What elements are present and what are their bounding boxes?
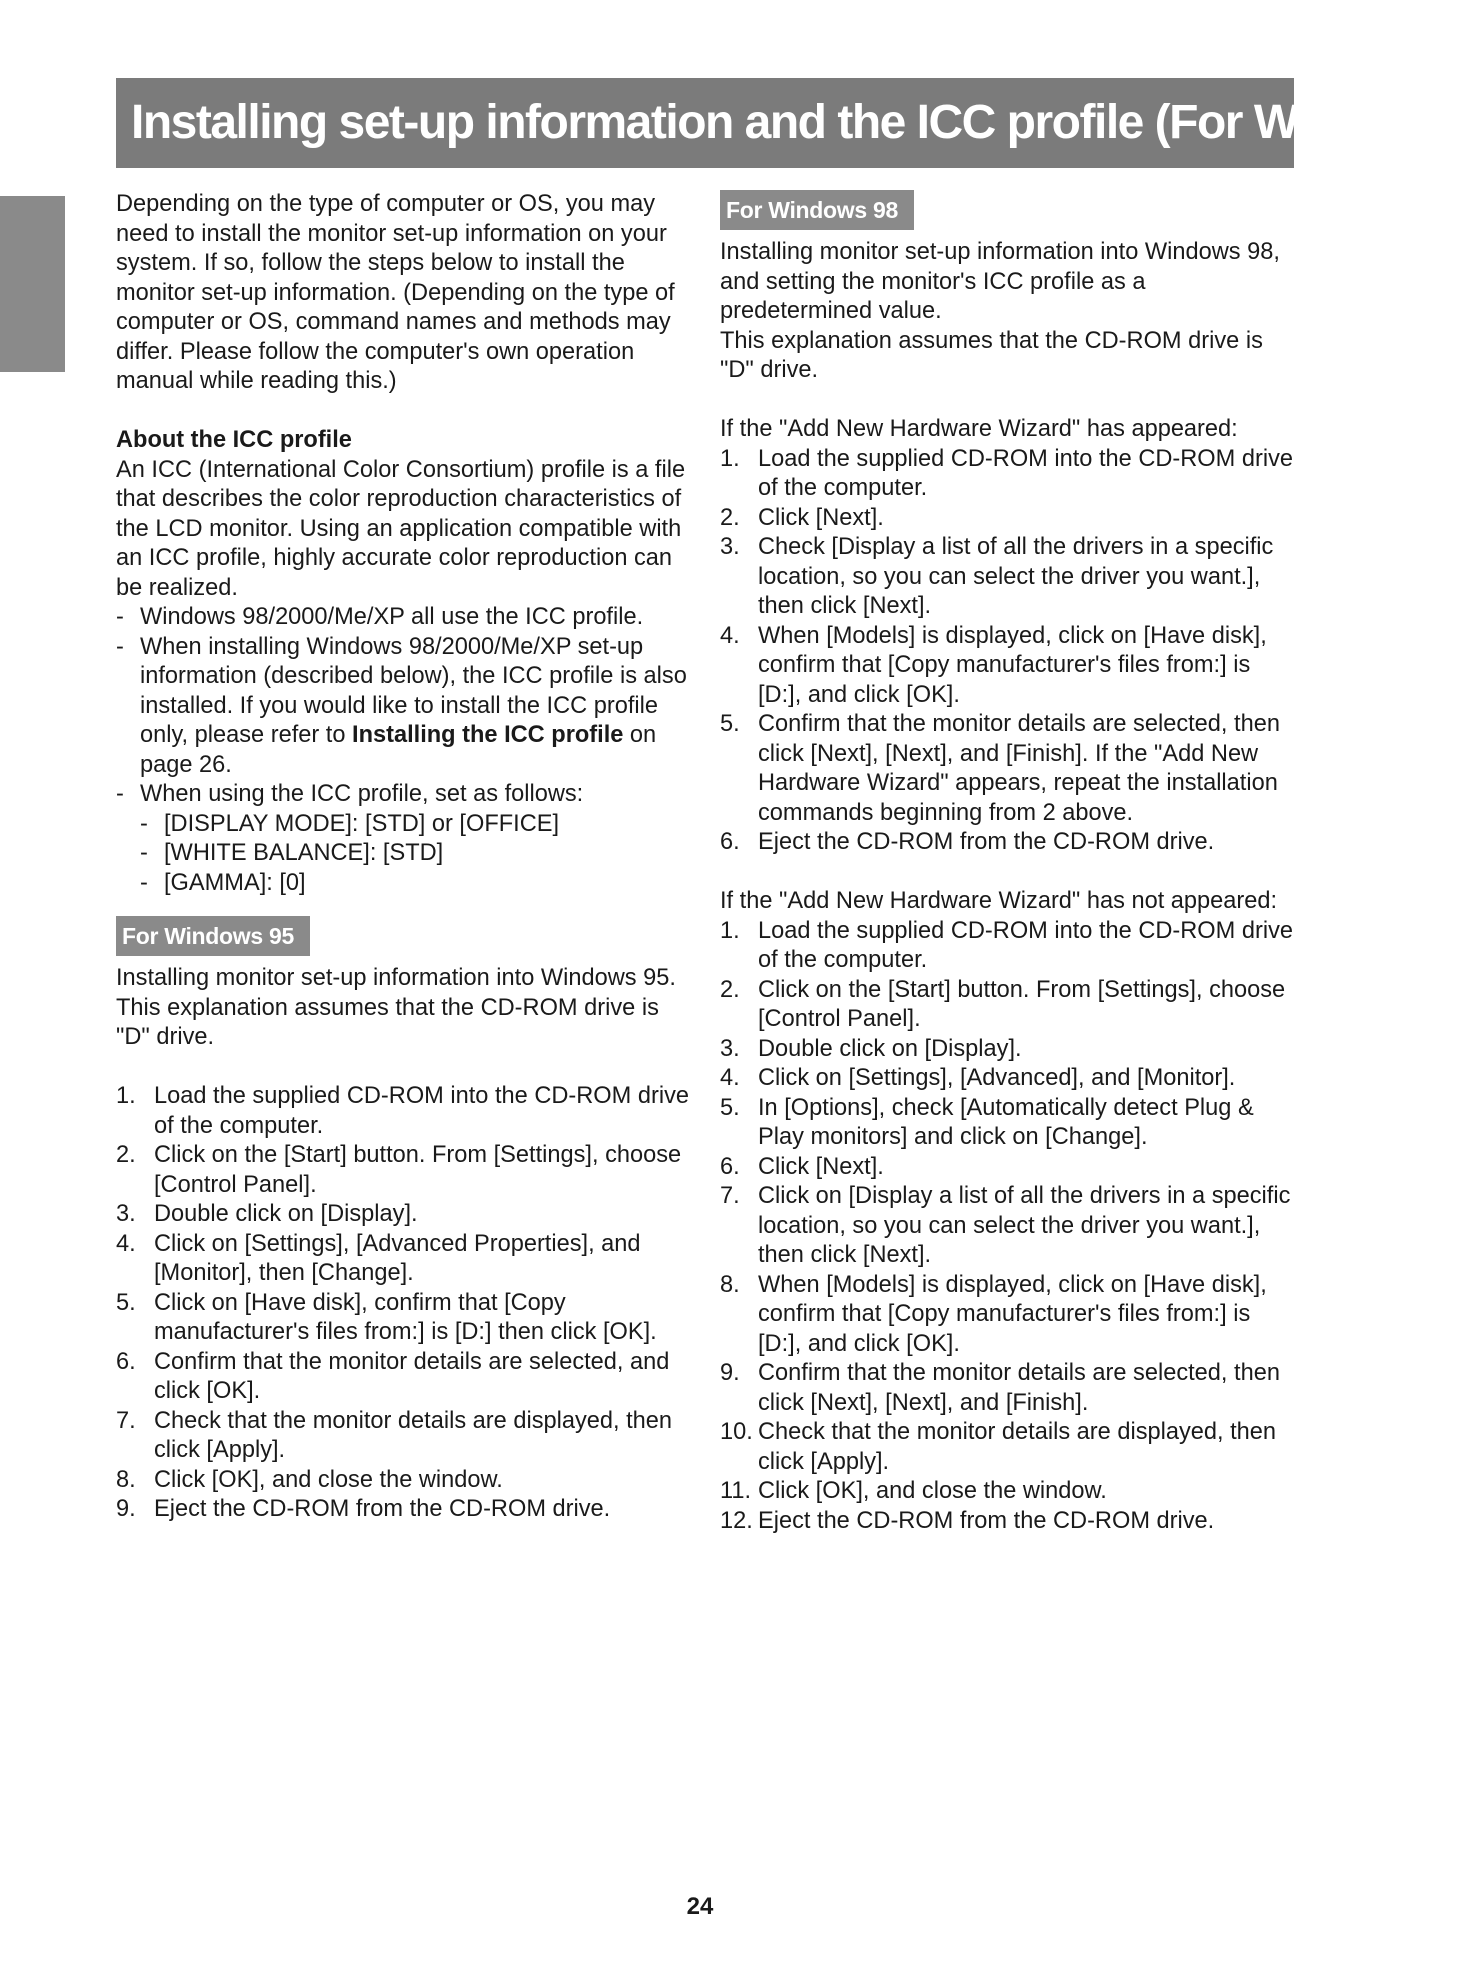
step-number: 1. xyxy=(720,917,740,944)
step-number: 2. xyxy=(116,1142,136,1168)
step-number: 12. xyxy=(720,1507,753,1534)
intro-paragraph: Depending on the type of computer or OS, you may need to install the monitor set-up information on your system. If so, follow the steps below to install the monitor set-up information. (Depending on the type of computer or OS, command names and methods may differ. Please follow the computer's own operation manual while reading this.) xyxy=(116,191,675,394)
step-number: 11. xyxy=(720,1478,752,1504)
list-item xyxy=(720,1182,1300,1271)
step-text: When [Models] is displayed, click on [Have disk], confirm that [Copy manufacturer's files from:] is [D:], and click [OK]. xyxy=(758,1271,1267,1357)
step-text: Click [OK], and close the window. xyxy=(758,1478,1107,1504)
step-number: 1. xyxy=(720,445,740,472)
step-number: 4. xyxy=(720,622,740,649)
list-item: - When using the ICC profile, set as follows: xyxy=(116,781,584,807)
list-item xyxy=(116,1407,696,1466)
step-text: Click [Next]. xyxy=(758,504,884,531)
list-item xyxy=(720,1064,1300,1094)
step-text: Click on the [Start] button. From [Settings], choose [Control Panel]. xyxy=(758,976,1286,1032)
list-item xyxy=(720,1094,1300,1153)
list-item xyxy=(720,1035,1300,1065)
list-item xyxy=(720,1418,1300,1477)
list-item xyxy=(116,1348,696,1407)
list-item xyxy=(720,445,1300,504)
step-number: 2. xyxy=(720,504,740,531)
list-item xyxy=(116,1289,696,1348)
list-item xyxy=(720,1507,1300,1537)
left-column xyxy=(116,190,696,1525)
step-number: 6. xyxy=(116,1348,136,1375)
list-item xyxy=(720,504,1300,534)
list-item: - Windows 98/2000/Me/XP all use the ICC profile. xyxy=(116,604,644,630)
list-item xyxy=(116,1495,696,1525)
step-text: Confirm that the monitor details are selected, then click [Next], [Next], and [Finish]. If the "Add New Hardware Wizard" appears, repeat the installation commands beginning from 2 above. xyxy=(758,711,1280,826)
step-number: 9. xyxy=(720,1360,740,1386)
section-label-windows-98: For Windows 98 xyxy=(720,190,914,230)
step-text: Load the supplied CD-ROM into the CD-ROM drive of the computer. xyxy=(758,445,1293,501)
list-item xyxy=(720,1477,1300,1507)
step-text: Confirm that the monitor details are selected, and click [OK]. xyxy=(154,1348,670,1404)
step-text: Click on the [Start] button. From [Settings], choose [Control Panel]. xyxy=(154,1142,682,1198)
list-item xyxy=(720,1153,1300,1183)
icc-paragraph: An ICC (International Color Consortium) profile is a file that describes the color reproduction characteristics of the LCD monitor. Using an application compatible with an ICC profile, highly accurate color reproduction can be realized. xyxy=(116,456,686,601)
step-number: 1. xyxy=(116,1083,136,1109)
step-text: In [Options], check [Automatically detect Plug & Play monitors] and click on [Change]. xyxy=(758,1094,1254,1150)
list-item xyxy=(720,1271,1300,1360)
section-label-windows-95: For Windows 95 xyxy=(116,916,310,956)
wizard-appeared-heading: If the "Add New Hardware Wizard" has appeared: xyxy=(720,416,1238,442)
step-text: Click [OK], and close the window. xyxy=(154,1466,503,1493)
step-text: Eject the CD-ROM from the CD-ROM drive. xyxy=(154,1496,611,1522)
step-number: 7. xyxy=(720,1183,740,1209)
step-text: Load the supplied CD-ROM into the CD-ROM drive of the computer. xyxy=(154,1083,689,1139)
icc-bullet-list xyxy=(116,603,696,810)
step-number: 8. xyxy=(116,1466,136,1493)
step-number: 9. xyxy=(116,1496,136,1522)
list-item xyxy=(116,1466,696,1496)
list-item: - [GAMMA]: [0] xyxy=(140,869,306,896)
side-tab-marker xyxy=(0,196,65,372)
list-item xyxy=(720,710,1300,828)
step-number: 6. xyxy=(720,1153,740,1180)
win95-drive-note: This explanation assumes that the CD-ROM drive is "D" drive. xyxy=(116,994,659,1050)
step-number: 4. xyxy=(720,1065,740,1091)
win98-drive-note: This explanation assumes that the CD-ROM drive is "D" drive. xyxy=(720,327,1263,383)
step-text: When [Models] is displayed, click on [Have disk], confirm that [Copy manufacturer's files from:] is [D:], and click [OK]. xyxy=(758,622,1267,708)
list-item: - [DISPLAY MODE]: [STD] or [OFFICE] xyxy=(140,810,560,837)
wizard-not-appeared-steps-list xyxy=(720,917,1300,1537)
wizard-not-appeared-heading: If the "Add New Hardware Wizard" has not appeared: xyxy=(720,888,1278,914)
step-text: Eject the CD-ROM from the CD-ROM drive. xyxy=(758,1507,1215,1534)
icc-settings-list xyxy=(116,810,696,899)
right-column xyxy=(720,190,1300,1536)
step-number: 7. xyxy=(116,1407,136,1434)
icc-heading: About the ICC profile xyxy=(116,427,352,453)
step-number: 6. xyxy=(720,829,740,855)
step-text: Click on [Settings], [Advanced Properties], and [Monitor], then [Change]. xyxy=(154,1230,641,1286)
list-item xyxy=(720,533,1300,622)
list-item xyxy=(720,1359,1300,1418)
list-item: - When installing Windows 98/2000/Me/XP set-up information (described below), the ICC profile is also installed. If you would like to install the ICC profile only, please refer to Installing the ICC profile on page 26. xyxy=(116,633,687,778)
step-number: 3. xyxy=(720,1035,740,1062)
step-text: Click on [Settings], [Advanced], and [Monitor]. xyxy=(758,1065,1236,1091)
icc-profile-reference: Installing the ICC profile xyxy=(352,722,624,748)
list-item xyxy=(720,828,1300,858)
win98-intro: Installing monitor set-up information into Windows 98, and setting the monitor's ICC profile as a predetermined value. xyxy=(720,239,1280,324)
list-item xyxy=(116,1141,696,1200)
step-text: Check [Display a list of all the drivers in a specific location, so you can select the driver you want.], then click [Next]. xyxy=(758,534,1274,619)
page-number: 24 xyxy=(686,1893,714,1920)
list-item xyxy=(720,622,1300,711)
step-number: 5. xyxy=(116,1289,136,1316)
step-text: Click on [Have disk], confirm that [Copy manufacturer's files from:] is [D:] then click [OK]. xyxy=(154,1289,657,1345)
step-number: 10. xyxy=(720,1419,753,1445)
list-item xyxy=(116,1200,696,1230)
step-number: 5. xyxy=(720,711,740,737)
step-number: 4. xyxy=(116,1230,136,1257)
step-text: Load the supplied CD-ROM into the CD-ROM drive of the computer. xyxy=(758,917,1293,973)
step-number: 3. xyxy=(116,1201,136,1227)
list-item xyxy=(116,1082,696,1141)
step-text: Click [Next]. xyxy=(758,1153,884,1180)
wizard-appeared-steps-list xyxy=(720,445,1300,858)
step-text: Double click on [Display]. xyxy=(154,1201,418,1227)
list-item xyxy=(116,1230,696,1289)
step-text: Confirm that the monitor details are selected, then click [Next], [Next], and [Finish]. xyxy=(758,1360,1280,1416)
list-item xyxy=(720,917,1300,976)
list-item xyxy=(720,976,1300,1035)
step-text: Click on [Display a list of all the drivers in a specific location, so you can select the driver you want.], then click [Next]. xyxy=(758,1183,1291,1268)
step-text: Eject the CD-ROM from the CD-ROM drive. xyxy=(758,829,1215,855)
step-text: Check that the monitor details are displayed, then click [Apply]. xyxy=(154,1407,673,1463)
win95-steps-list xyxy=(116,1082,696,1525)
step-number: 2. xyxy=(720,976,740,1003)
step-number: 5. xyxy=(720,1094,740,1121)
win95-intro: Installing monitor set-up information into Windows 95. xyxy=(116,965,676,991)
list-item: - [WHITE BALANCE]: [STD] xyxy=(140,840,444,866)
step-number: 8. xyxy=(720,1271,740,1298)
step-text: Check that the monitor details are displayed, then click [Apply]. xyxy=(758,1419,1277,1475)
step-number: 3. xyxy=(720,534,740,560)
step-text: Double click on [Display]. xyxy=(758,1035,1022,1062)
page-title: Installing set-up information and the ICC profile (For Windows) xyxy=(116,78,1294,168)
